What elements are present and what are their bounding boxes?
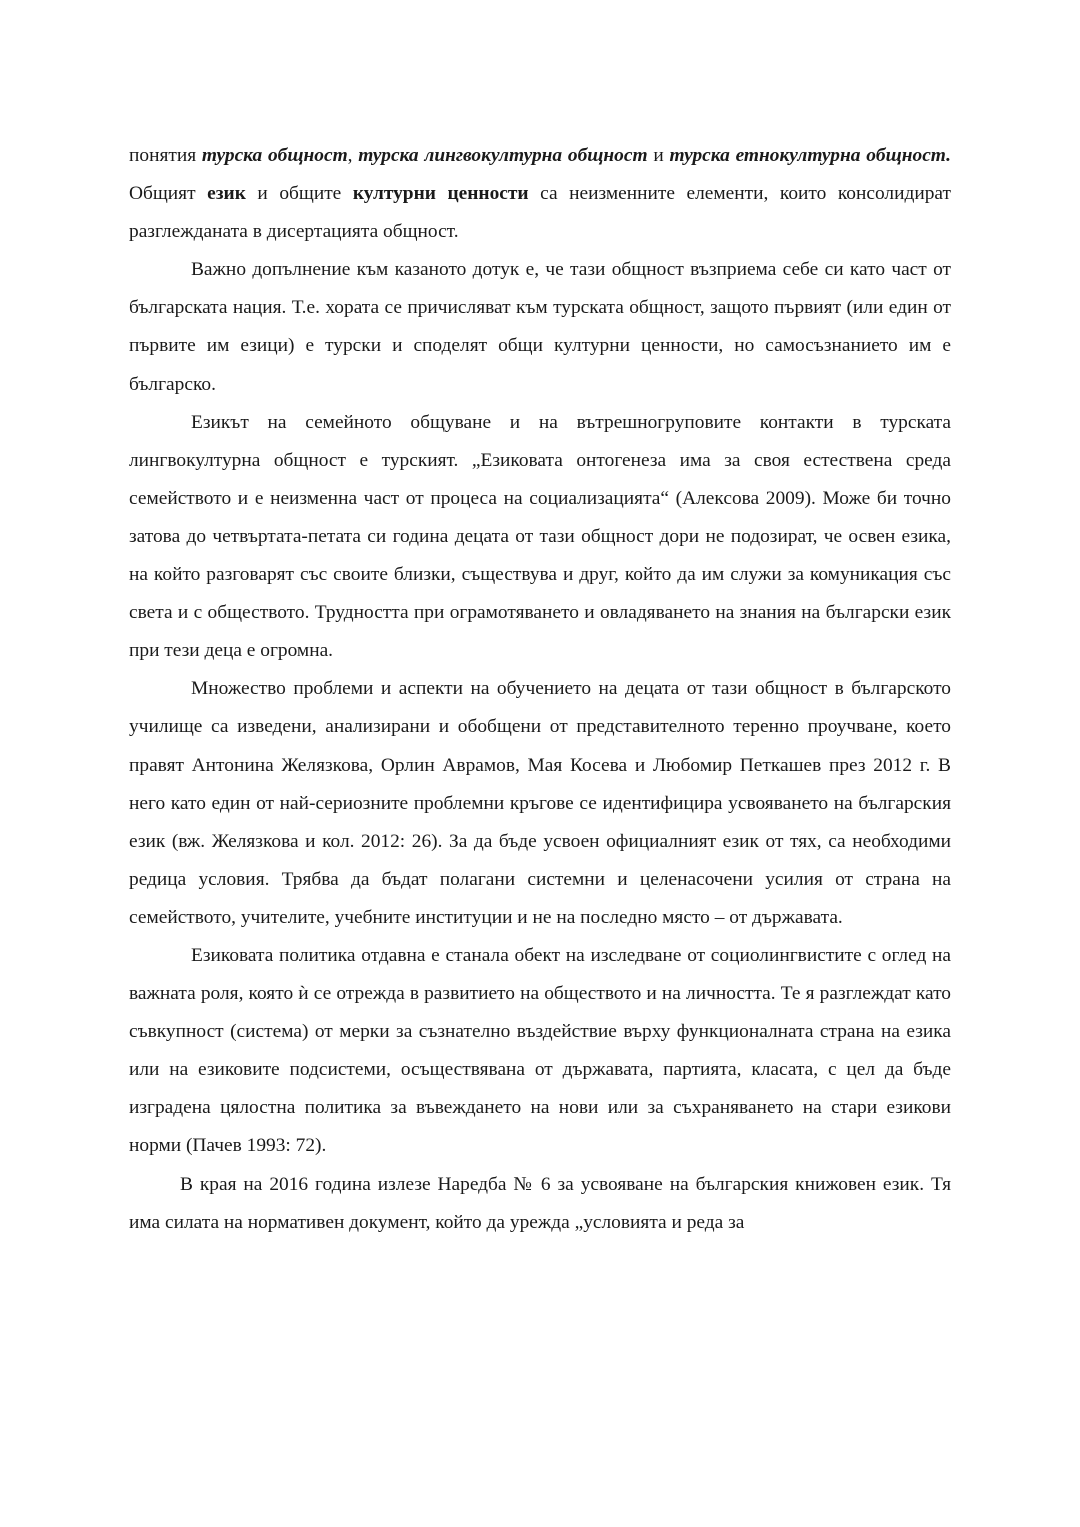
text-run: Общият	[129, 183, 208, 205]
paragraph-2: Важно допълнение към казаното дотук е, че тази общност възприема себе си като част от българската нация. Т.е. хората се причисляват към турската общност, защото първият (или един от първите им езици) е турски и споделят общи културни ценности, но самосъзнанието им е българско.	[129, 259, 951, 395]
paragraph-1	[129, 137, 951, 251]
text-run: и общите	[245, 183, 353, 205]
emphasis-term: турска лингвокултурна общност	[358, 145, 648, 166]
paragraph-6: В края на 2016 година излезе Наредба № 6 за усвояване на българския книжовен език. Тя има силата на нормативен документ, който да урежда „условията и реда за	[129, 1173, 951, 1233]
bold-term: културни ценности	[352, 183, 529, 205]
paragraph-3: Езикът на семейното общуване и на вътрешногруповите контакти в турската лингвокултурна общност е турският. „Езиковата онтогенеза има за своя естествена среда семейството и е неизменна част от процеса на социализацията“ (Алексова 2009). Може би точно затова до четвъртата-петата си година децата от тази общност дори не подозират, че освен езика, на който разговарят със своите близки, съществува и друг, който да им служи за комуникация със света и с обществото. Трудността при ограмотяването и овладяването на знания на български език при тези деца е огромна.	[129, 411, 951, 662]
text-run: са неизменните елементи, които консолидират разглежданата в дисертацията общност.	[129, 183, 951, 243]
bold-term: език	[207, 183, 246, 205]
text-run: ,	[347, 145, 359, 166]
paragraph-5: Езиковата политика отдавна е станала обект на изследване от социолингвистите с оглед на важната роля, която ѝ се отрежда в развитието на обществото и на личността. Те я разглеждат като съвкупност (система) от мерки за съзнателно въздействие върху функционалната страна на езика или на езиковите подсистеми, осъществявана от държавата, партията, класата, с цел да бъде изградена цялостна политика за въвеждането на нови или за съхраняването на стари езикови норми (Пачев 1993: 72).	[129, 944, 951, 1157]
document-body	[129, 137, 951, 1242]
text-run: понятия	[129, 145, 202, 166]
paragraph-4: Множество проблеми и аспекти на обучението на децата от тази общност в българското училище са изведени, анализирани и обобщени от представителното теренно проучване, което правят Антонина Желязкова, Орлин Аврамов, Мая Косева и Любомир Петкашев през 2012 г. В него като един от най-сериозните проблемни кръгове се идентифицира усвояването на българския език (вж. Желязкова и кол. 2012: 26). За да бъде усвоен официалният език от тях, са необходими редица условия. Трябва да бъдат полагани системни и целенасочени усилия от страна на семейството, учителите, учебните институции и не на последно място – от държавата.	[129, 678, 951, 928]
emphasis-term: турска общност	[201, 145, 348, 166]
emphasis-term: турска етнокултурна общност.	[669, 145, 951, 166]
text-run: и	[647, 145, 670, 166]
